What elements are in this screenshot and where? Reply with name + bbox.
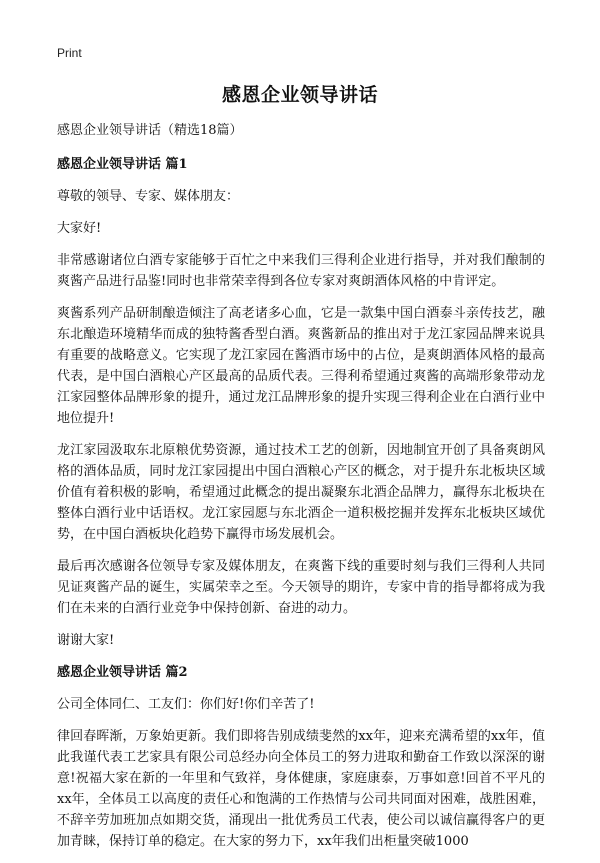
- section-heading: 感恩企业领导讲话 篇2: [57, 665, 188, 680]
- document-subtitle: 感恩企业领导讲话（精选18篇）: [57, 123, 243, 138]
- section-heading: 感恩企业领导讲话 篇1: [57, 157, 188, 172]
- document-body: [57, 120, 545, 863]
- print-link[interactable]: Print: [57, 46, 82, 60]
- paragraph: 最后再次感谢各位领导专家及媒体朋友，在爽酱下线的重要时刻与我们三得利人共同见证爽酱产品的诞生，实属荣幸之至。今天领导的期许，专家中肯的指导都将成为我们在未来的白酒行业竞争中保持创新、奋进的动力。: [57, 559, 545, 616]
- paragraph: 律回春晖渐，万象始更新。我们即将告别成绩斐然的xx年，迎来充满希望的xx年，值此我谨代表工艺家具有限公司总经办向全体员工的努力进取和勤奋工作致以深深的谢意!祝福大家在新的一年里和气致祥，身体健康，家庭康泰，万事如意!回首不平凡的xx年，全体员工以高度的责任心和饱满的工作热情与公司共同面对困难，战胜困难，不辞辛劳加班加点如期交货，涌现出一批优秀员工代表，使公司以诚信赢得客户的更加青睐，保持订单的稳定。在大家的努力下，xx年我们出柜量突破1000: [57, 729, 545, 849]
- document-title: 感恩企业领导讲话: [221, 84, 378, 106]
- paragraph: 非常感谢诸位白酒专家能够于百忙之中来我们三得利企业进行指导，并对我们酿制的爽酱产品进行品鉴!同时也非常荣幸得到各位专家对爽朗酒体风格的中肯评定。: [57, 253, 545, 289]
- greeting: 大家好!: [57, 221, 102, 236]
- section-2: [57, 662, 545, 852]
- salutation: 尊敬的领导、专家、媒体朋友：: [57, 189, 240, 204]
- closing: 谢谢大家!: [57, 633, 115, 648]
- paragraph: 龙江家园汲取东北原粮优势资源，通过技术工艺的创新，因地制宜开创了具备爽朗风格的酒体品质，同时龙江家园提出中国白酒粮心产区的概念，对于提升东北板块区域价值有着积极的影响，希望通过此概念的提出凝聚东北酒企品牌力，赢得东北板块在整体白酒行业中话语权。龙江家园愿与东北酒企一道积极挖掘并发挥东北板块区域优势，在中国白酒板块化趋势下赢得市场发展机会。: [57, 443, 545, 542]
- salutation: 公司全体同仁、工友们：你们好!你们辛苦了!: [57, 697, 315, 712]
- section-1: [57, 154, 545, 651]
- paragraph: 爽酱系列产品研制酿造倾注了高老诸多心血，它是一款集中国白酒泰斗亲传技艺，融东北酿造环境精华而成的独特酱香型白酒。爽酱新品的推出对于龙江家园品牌来说具有重要的战略意义。它实现了龙江家园在酱酒市场中的占位，是爽朗酒体风格的最高代表，是中国白酒粮心产区最高的品质代表。三得利希望通过爽酱的高端形象带动龙江家园整体品牌形象的提升，通过龙江品牌形象的提升实现三得利企业在白酒行业中地位提升!: [57, 306, 545, 426]
